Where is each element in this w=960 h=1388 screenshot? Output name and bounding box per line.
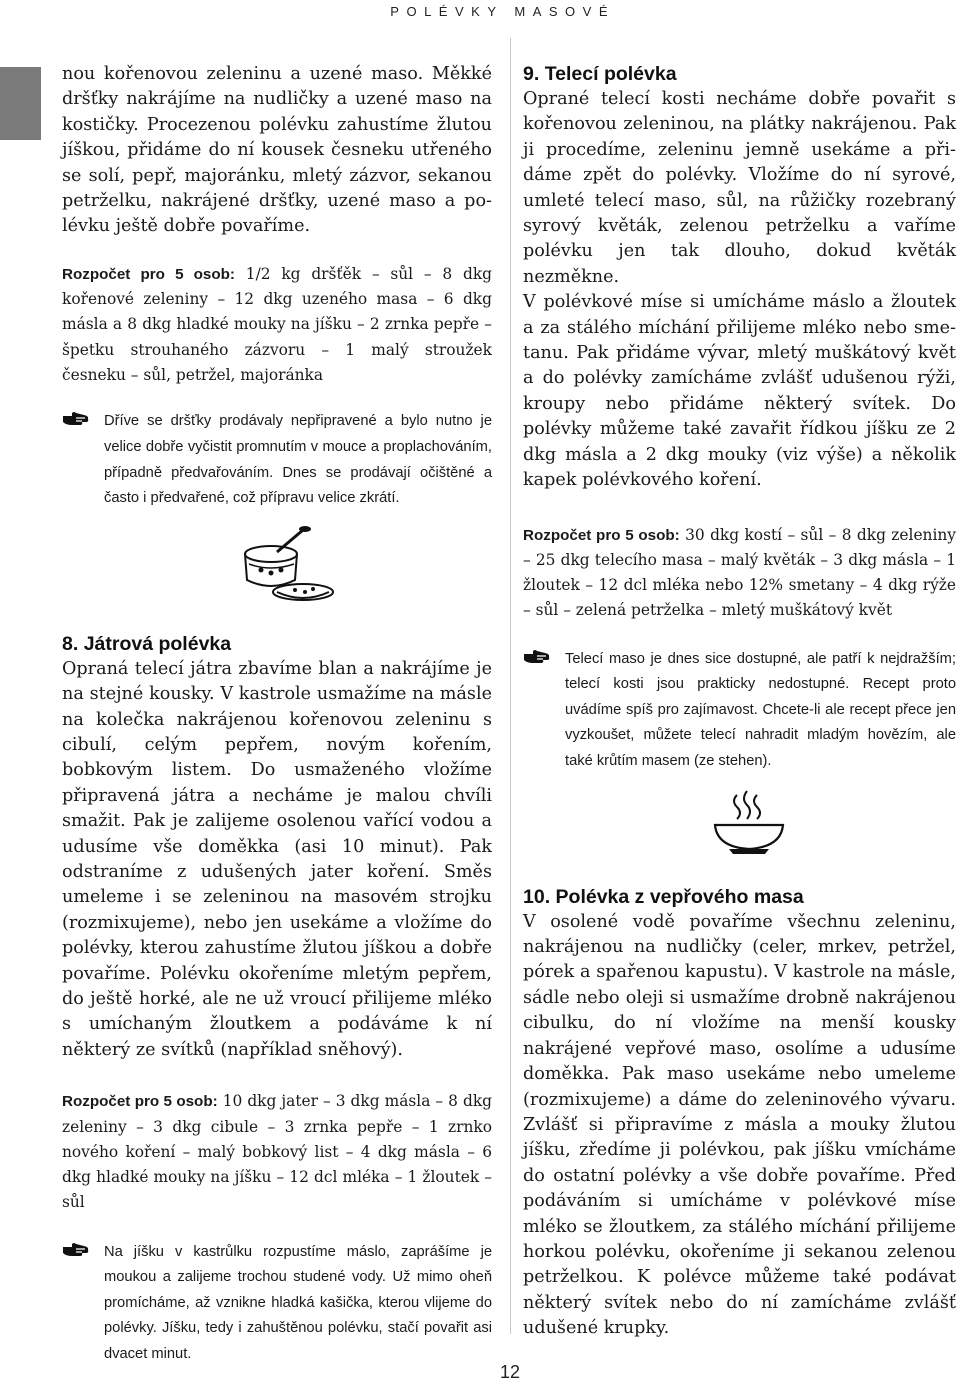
- section-9-budget: [523, 523, 956, 624]
- right-column: [523, 62, 956, 1342]
- budget-label: Rozpočet pro 5 osob:: [62, 265, 235, 283]
- left-column: [62, 62, 492, 1368]
- section-8-heading: [62, 632, 492, 657]
- running-header: POLÉVKY MASOVÉ: [390, 4, 615, 19]
- section-9-tip-text: Telecí maso je dnes sice dostupné, ale patří k nejdražším; telecí kosti jsou prakticky nedostupné. Recept proto uvádíme spíš pro zajímavost. Chcete-li ale recept přece jen vyzkoušet, můžete telecí nahradit mladým hovězím, ale také krůtím masem (ze stehen).: [565, 650, 956, 770]
- steaming-bowl-illustration: [711, 789, 956, 857]
- tip-text: Dříve se dršťky prodávaly nepřipravené a bylo nutno je velice dobře vyčistit promnutím v mouce a proplachováním, případně předvařováním. Dnes se prodávají očištěné a často i předvařené, což přípravu velice zkrátí.: [104, 413, 492, 507]
- section-9-budget-label: Rozpočet pro 5 osob:: [523, 526, 680, 544]
- section-8-budget: [62, 1089, 492, 1215]
- section-8-tip-note: [62, 1240, 492, 1368]
- column-divider: [510, 38, 511, 1334]
- section-10-title: Polévka z vepřového masa: [555, 885, 804, 908]
- chapter-tab-marker: [0, 67, 41, 140]
- pointing-hand-icon: [62, 1240, 104, 1258]
- section-10-body: V osolené vodě povaříme všechnu zeleninu, nakrájenou na nudličky (celer, mrkev, petržel, pórek a spařenou kapustu). V kastrole na másle, sádle nebo oleji si usmažíme drobně nakrájenou cibulku, do ní vložíme na menší kousky nakrájené vepřové maso, osolíme a udusíme doměkka. Pak maso usekáme nebo umeleme (rozmixujeme) a dáme do zeleninového vývaru. Zvlášť si připravíme z másla a mouky žlutou jíšku, zředíme ji polévkou, pak jíšku vmícháme do ostatní polévky a vše dobře povaříme. Před podáváním si umícháme v polévkové míse mléko se žloutkem, za stálého míchání přilijeme horkou polévku, okořeníme ji sekanou zelenou petrželkou. K polévce můžeme také podávat některý svítek nebo do ní zamícháme zvlášť udušené krupky.: [523, 911, 956, 1339]
- section-9-heading: [523, 62, 956, 87]
- pointing-hand-icon: [62, 409, 104, 427]
- tip-note: [62, 409, 492, 511]
- pointing-hand-icon: [523, 647, 565, 665]
- soup-pot-illustration: [237, 526, 492, 608]
- section-9-body-1: Oprané telecí kosti necháme dobře povařit s kořenovou zeleninou, na plátky nakrájenou. Pak ji procedíme, zeleninu jemně usekáme a přidáme zpět do polévky. Vložíme do ní syrové, umleté telecí maso, sůl, na růžičky rozebraný syrový květák, zelenou petrželku a vaříme polévku jen tak dlouho, dokud květák nezměkne.: [523, 89, 956, 287]
- budget-text: 1/2 kg dršťěk – sůl – 8 dkg kořenové zeleniny – 12 dkg uzeného masa – 6 dkg másla a 8 dkg hladké mouky na jíšku – 2 zrnka pepře – špetku strouhaného zázvoru – 1 malý stroužek česneku – sůl, petržel, majoránka: [62, 264, 493, 385]
- section-9-title: Telecí polévka: [544, 63, 677, 85]
- budget-paragraph: [62, 262, 492, 388]
- section-9-body-2: V polévkové míse si umícháme máslo a žloutek a za stálého míchání přilijeme mléko nebo smetanu. Pak přidáme vývar, mletý muškátový květ a do polévky zamícháme zvlášť udušenou rýži, kroupy nebo přidáme některý svítek. Do polévky můžeme také zavařit řídkou jíšku ze 2 dkg másla a 2 dkg mouky (viz výše) a několik kapek polévkového koření.: [523, 292, 956, 491]
- section-9-budget-text: 30 dkg kostí – sůl – 8 dkg zeleniny – 25 dkg telecího masa – malý květák – 3 dkg másla – 1 žloutek – 12 dcl mléka nebo 12% smetany – 4 dkg rýže – sůl – zelená petrželka – mletý muškátový květ: [523, 525, 956, 620]
- section-8-body: Opraná telecí játra zbavíme blan a nakrájíme je na stejné kousky. V kastrole usmažíme na másle na kolečka nakrájenou kořenovou zeleninu s cibulí, celým pepřem, novým kořením, bobkovým listem. Do usmaženého vložíme připravená játra a necháme je malou chvíli smažit. Pak je zalijeme osolenou vařící vodou a udusíme vše doměkka (asi 10 minut). Pak odstraníme z udušených jater koření. Směs umeleme i se zeleninou na masovém strojku (rozmixujeme), nebo jen usekáme a vložíme do polévky, kterou zahustíme žlutou jíškou a dobře povaříme. Polévku okořeníme mletým pepřem, do ještě horké, ale ne už vroucí přilijeme mléko s umíchaným žloutkem a podáváme k ní některý ze svítků (například sněhový).: [62, 658, 492, 1060]
- section-9-number: 9.: [523, 63, 540, 85]
- section-10-number: 10.: [523, 885, 551, 908]
- section-8-budget-text: 10 dkg jater – 3 dkg másla – 8 dkg zeleniny – 3 dkg cibule – 3 zrnka pepře – 1 zrnko nového koření – malý bobkový list – 4 dkg másla – 6 dkg hladké mouky na jíšku – 12 dcl mléka – 1 žloutek – sůl: [62, 1092, 493, 1212]
- section-8-number: 8.: [62, 632, 79, 655]
- intro-paragraph: nou kořenovou zeleninu a uzené maso. Měkké dršťky nakrájíme na nudličky a uzené maso na kostičky. Procezenou polévku zahustíme žlutou jíškou, přidáme do ní kousek česneku utřeného se solí, pepř, majoránku, mletý zázvor, sekanou petrželku, nakrájené dršťky, uzené maso a polévku ještě dobře povaříme.: [62, 64, 492, 237]
- section-8-title: Játrová polévka: [83, 632, 232, 655]
- section-8-tip-text: Na jíšku v kastrůlku rozpustíme máslo, zaprášíme je moukou a zalijeme trochou studené vody. Už mimo oheň promícháme, až vznikne hladká kašička, kterou vlijeme do polévky. Jíšku, tedy i zahuštěnou polévku, stačí povařit asi dvacet minut.: [104, 1243, 492, 1363]
- section-9-tip-note: [523, 647, 956, 775]
- section-10-heading: [523, 885, 956, 910]
- section-8-budget-label: Rozpočet pro 5 osob:: [62, 1093, 218, 1111]
- page-number: 12: [500, 1362, 521, 1382]
